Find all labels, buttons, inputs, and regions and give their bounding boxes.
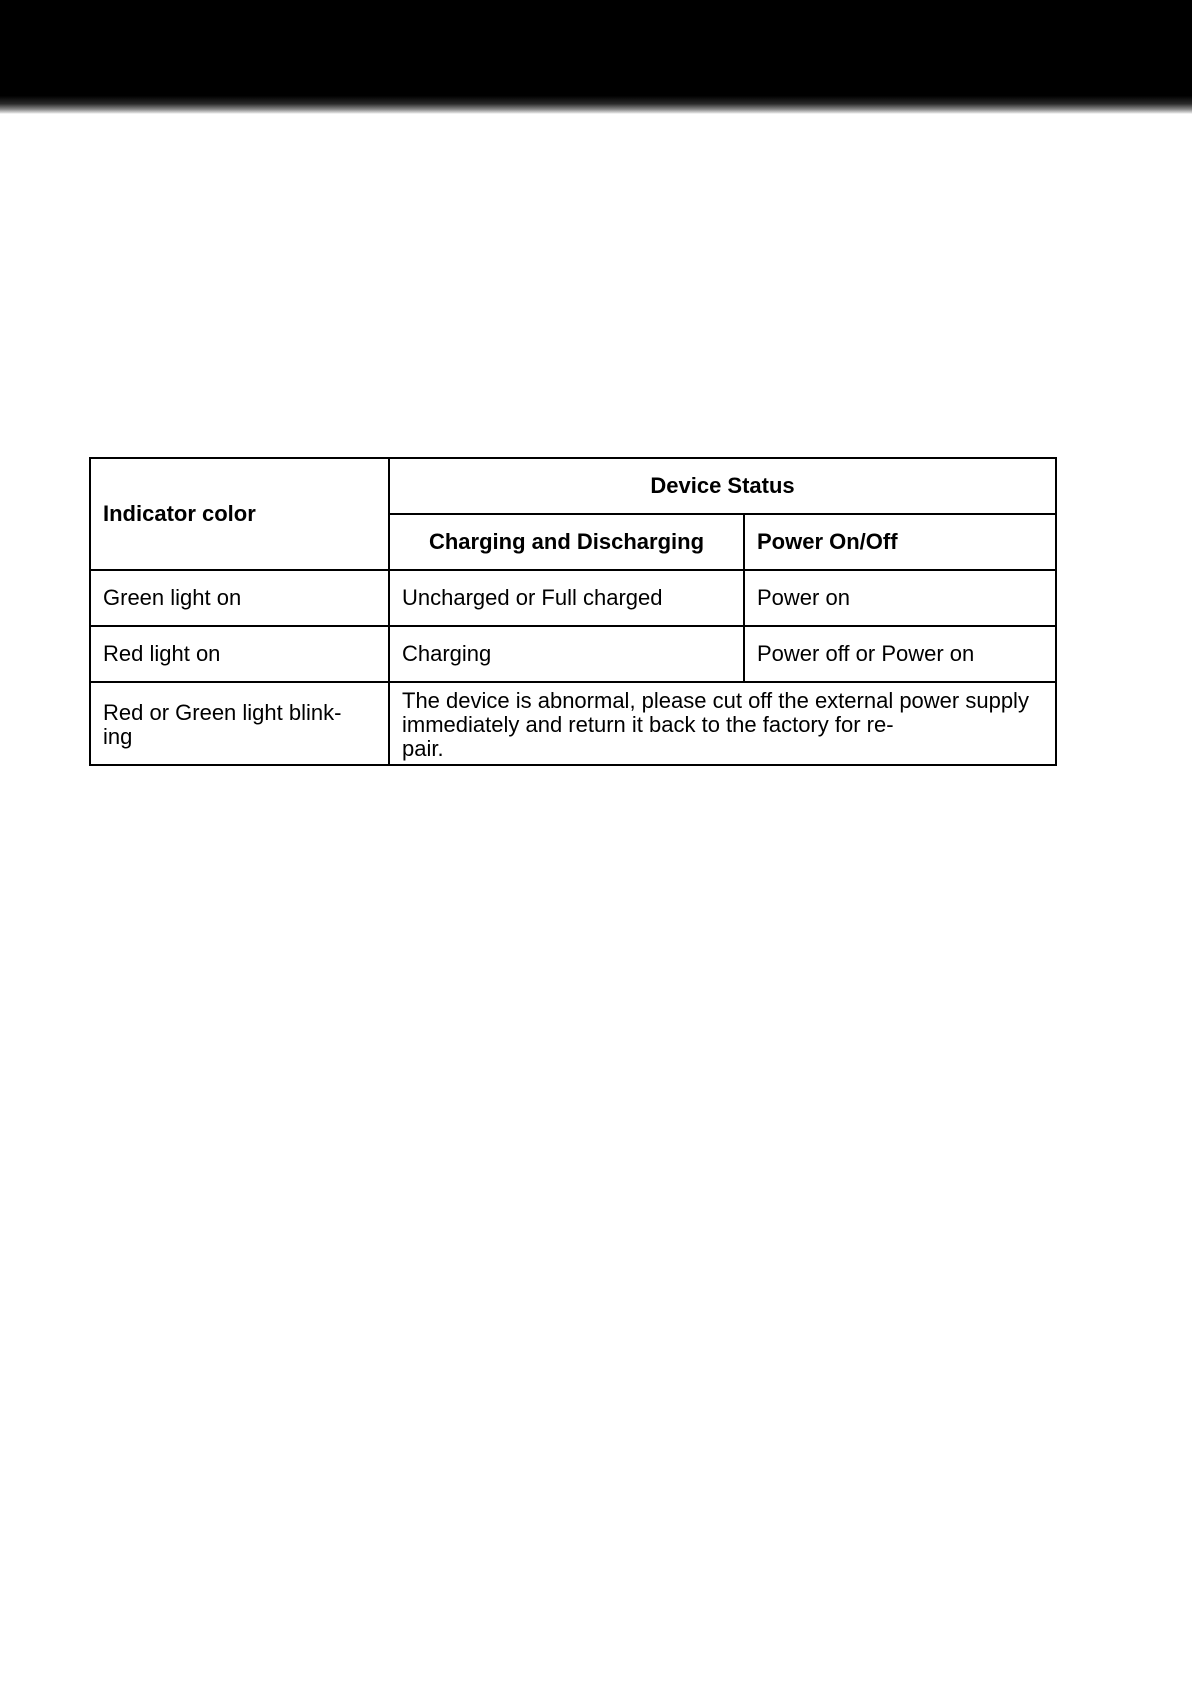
power-cell: Power off or Power on	[744, 626, 1056, 682]
header-indicator-color: Indicator color	[90, 458, 389, 570]
indicator-cell: Green light on	[90, 570, 389, 626]
table-row	[90, 626, 1056, 682]
table-row	[90, 682, 1056, 765]
abnormal-note-cell: The device is abnormal, please cut off the external power supply immediately and return it back to the factory for re- pair.	[389, 682, 1056, 765]
charging-cell: Charging	[389, 626, 744, 682]
table-header-row	[90, 458, 1056, 514]
indicator-cell: Red or Green light blink- ing	[90, 682, 389, 765]
header-power-on-off: Power On/Off	[744, 514, 1056, 570]
header-bar	[0, 0, 1192, 114]
header-device-status: Device Status	[389, 458, 1056, 514]
header-charging-discharging: Charging and Discharging	[389, 514, 744, 570]
table-row	[90, 570, 1056, 626]
power-cell: Power on	[744, 570, 1056, 626]
indicator-status-table	[89, 457, 1057, 766]
indicator-cell: Red light on	[90, 626, 389, 682]
charging-cell: Uncharged or Full charged	[389, 570, 744, 626]
